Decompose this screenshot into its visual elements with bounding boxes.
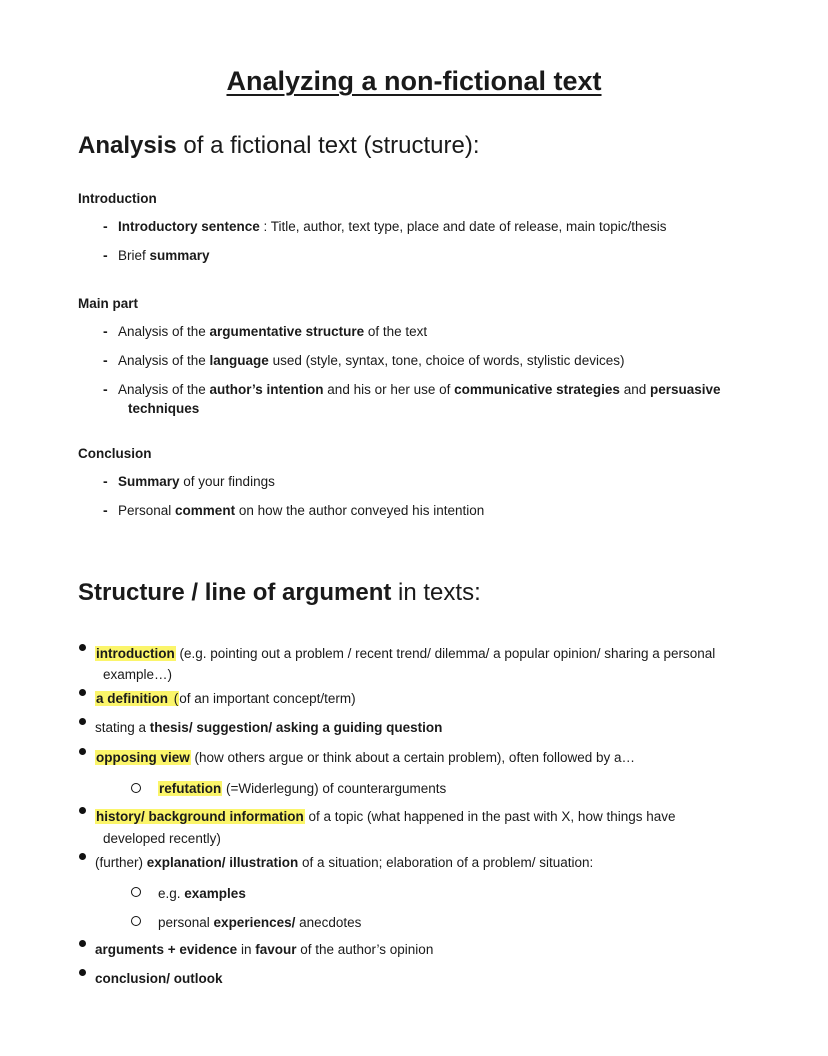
list-item: arguments + evidence in favour of the author’s opinion xyxy=(95,942,434,957)
sub-bullet-marker xyxy=(131,916,141,926)
section-heading-structure: Structure / line of argument in texts: xyxy=(78,579,481,606)
dash-marker: - xyxy=(103,381,108,397)
list-item-continuation: techniques xyxy=(128,401,200,416)
sub-bullet-marker xyxy=(131,783,141,793)
sub-list-item: refutation (=Widerlegung) of counterarguments xyxy=(159,781,447,796)
subheading-conclusion: Conclusion xyxy=(78,446,152,461)
bullet-marker xyxy=(79,807,86,814)
section-heading-analysis: Analysis of a fictional text (structure): xyxy=(78,132,480,159)
list-item-continuation: developed recently) xyxy=(103,831,221,846)
list-item: stating a thesis/ suggestion/ asking a guiding question xyxy=(95,720,443,735)
list-item: history/ background information of a topic (what happened in the past with X, how things have xyxy=(96,809,676,824)
list-item: Analysis of the author’s intention and his or her use of communicative strategies and persuasive xyxy=(118,382,721,397)
page-title: Analyzing a non-fictional text xyxy=(226,66,602,96)
list-item: Personal comment on how the author conveyed his intention xyxy=(118,503,485,518)
subheading-introduction: Introduction xyxy=(78,191,157,206)
bullet-marker xyxy=(79,940,86,947)
bullet-marker xyxy=(79,718,86,725)
list-item: (further) explanation/ illustration of a situation; elaboration of a problem/ situation: xyxy=(95,855,594,870)
dash-marker: - xyxy=(103,323,108,339)
bullet-marker xyxy=(79,853,86,860)
list-item: a definition (of an important concept/term) xyxy=(96,691,356,706)
dash-marker: - xyxy=(103,247,108,263)
list-item: Analysis of the argumentative structure of the text xyxy=(118,324,428,339)
list-item: introduction (e.g. pointing out a problem / recent trend/ dilemma/ a popular opinion/ sharing a personal xyxy=(96,646,716,661)
list-item: conclusion/ outlook xyxy=(95,971,223,986)
bullet-marker xyxy=(79,748,86,755)
bullet-marker xyxy=(79,689,86,696)
sub-bullet-marker xyxy=(131,887,141,897)
sub-list-item: personal experiences/ anecdotes xyxy=(158,915,362,930)
subheading-main-part: Main part xyxy=(78,296,139,311)
dash-marker: - xyxy=(103,473,108,489)
dash-marker: - xyxy=(103,218,108,234)
list-item: Analysis of the language used (style, syntax, tone, choice of words, stylistic devices) xyxy=(118,353,625,368)
list-item: Introductory sentence : Title, author, text type, place and date of release, main topic/thesis xyxy=(118,219,667,234)
bullet-marker xyxy=(79,644,86,651)
list-item-continuation: example…) xyxy=(103,667,173,682)
list-item: Summary of your findings xyxy=(118,474,275,489)
list-item: Brief summary xyxy=(118,248,210,263)
list-item: opposing view (how others argue or think about a certain problem), often followed by a… xyxy=(96,750,636,765)
dash-marker: - xyxy=(103,352,108,368)
bullet-marker xyxy=(79,969,86,976)
dash-marker: - xyxy=(103,502,108,518)
sub-list-item: e.g. examples xyxy=(158,886,246,901)
